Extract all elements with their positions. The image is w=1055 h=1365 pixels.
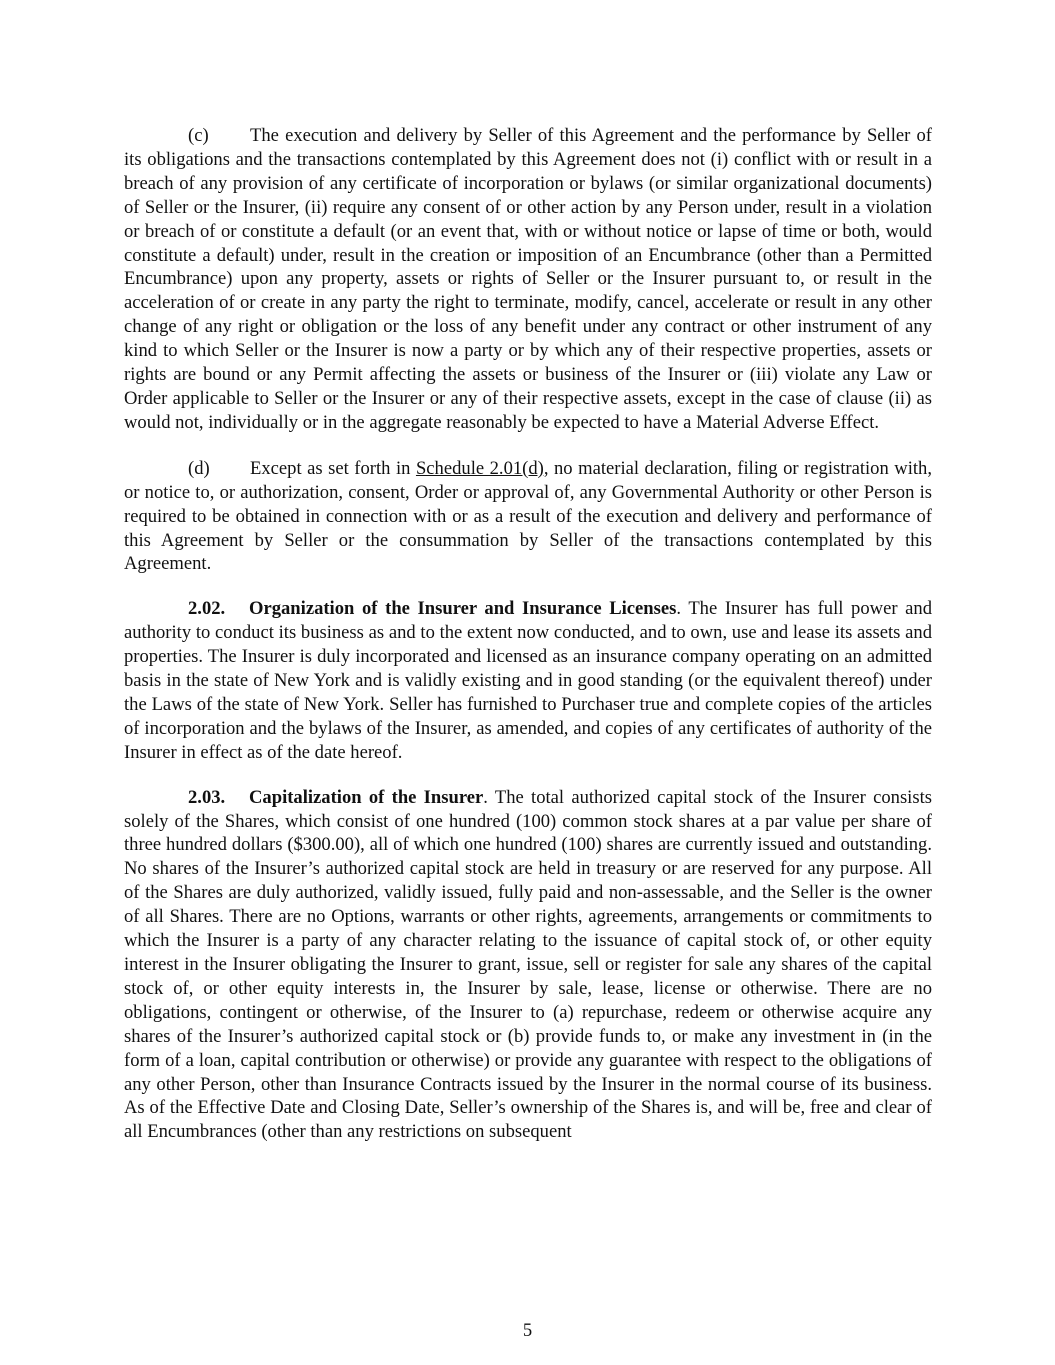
section-2-02-heading: Organization of the Insurer and Insurance Licenses bbox=[249, 598, 677, 620]
paragraph-d-text-after: , no material declaration, filing or registration with, or notice to, or authorization, consent, Order or approval of, any Governmental Authority or other Person is required to be obtained in connection with or as a result of the execution and delivery and performance of this Agreement by Seller or the consummation by Seller of the transactions contemplated by this Agreement. bbox=[124, 457, 932, 575]
section-2-03 bbox=[124, 786, 932, 1145]
section-2-03-number: 2.03. bbox=[188, 786, 226, 808]
section-2-02-number: 2.02. bbox=[188, 598, 226, 620]
section-2-03-text: . The total authorized capital stock of the Insurer consists solely of the Shares, which consist of one hundred (100) common stock shares at a par value per share of three hundred dollars ($300.00), all of which one hundred (100) shares are currently issued and outstanding. No shares of the Insurer’s authorized capital stock are held in treasury or are reserved for any purpose. All of the Shares are duly authorized, validly issued, fully paid and non-assessable, and the Seller is the owner of all Shares. There are no Options, warrants or other rights, agreements, arrangements or commitments to which the Insurer is a party of any character relating to the issuance of capital stock of, or other equity interest in the Insurer obligating the Insurer to grant, issue, sell or register for sale any shares of the capital stock of, or other equity interests in, the Insurer by sale, lease, license or otherwise. There are no obligations, contingent or otherwise, of the Insurer to (a) repurchase, redeem or otherwise acquire any shares of the Insurer’s authorized capital stock or (b) provide funds to, or make any investment in (in the form of a loan, capital contribution or otherwise) or provide any guarantee with respect to the obligations of any other Person, other than Insurance Contracts issued by the Insurer in the normal course of its business. As of the Effective Date and Closing Date, Seller’s ownership of the Shares is, and will be, free and clear of all Encumbrances (other than any restrictions on subsequent bbox=[124, 786, 932, 1143]
section-2-02 bbox=[124, 597, 932, 764]
paragraph-c-label: (c) bbox=[188, 125, 209, 146]
paragraph-c-text: The execution and delivery by Seller of this Agreement and the performance by Seller of its obligations and the transactions contemplated by this Agreement does not (i) conflict with or result in a breach of any provision of any certificate of incorporation or bylaws (or similar organizational documents) of Seller or the Insurer, (ii) require any consent of or other action by any Person under, result in a violation or breach of or constitute a default (or an event that, with or without notice or lapse of time or both, would constitute a default) under, result in the creation or imposition of an Encumbrance (other than a Permitted Encumbrance) upon any property, assets or rights of Seller or the Insurer pursuant to, or result in the acceleration of or create in any party the right to terminate, modify, cancel, accelerate or result in any other change of any right or obligation or the loss of any benefit under any contract or other instrument of any kind to which Seller or the Insurer is now a party or by which any of their respective properties, assets or rights are bound or any Permit affecting the assets or business of the Insurer or (iii) violate any Law or Order applicable to Seller or the Insurer or any of their respective assets, except in the case of clause (ii) as would not, individually or in the aggregate reasonably be expected to have a Material Adverse Effect. bbox=[124, 125, 932, 433]
section-2-02-text: . The Insurer has full power and authority to conduct its business as and to the extent now conducted, and to own, use and lease its assets and properties. The Insurer is duly incorporated and licensed as an insurance company operating on an admitted basis in the state of New York and is validly existing and in good standing (or the equivalent thereof) under the Laws of the state of New York. Seller has furnished to Purchaser true and complete copies of the articles of incorporation and the bylaws of the Insurer, as amended, and copies of any certificates of authority of the Insurer in effect as of the date hereof. bbox=[124, 598, 932, 763]
paragraph-d bbox=[124, 457, 932, 577]
page-number: 5 bbox=[522, 1320, 533, 1341]
paragraph-c bbox=[124, 124, 932, 435]
section-2-03-heading: Capitalization of the Insurer bbox=[249, 786, 484, 808]
document-page bbox=[124, 124, 932, 1165]
paragraph-d-text-before: Except as set forth in bbox=[250, 457, 416, 479]
paragraph-d-label: (d) bbox=[188, 457, 210, 479]
schedule-reference: Schedule 2.01(d) bbox=[415, 457, 544, 479]
